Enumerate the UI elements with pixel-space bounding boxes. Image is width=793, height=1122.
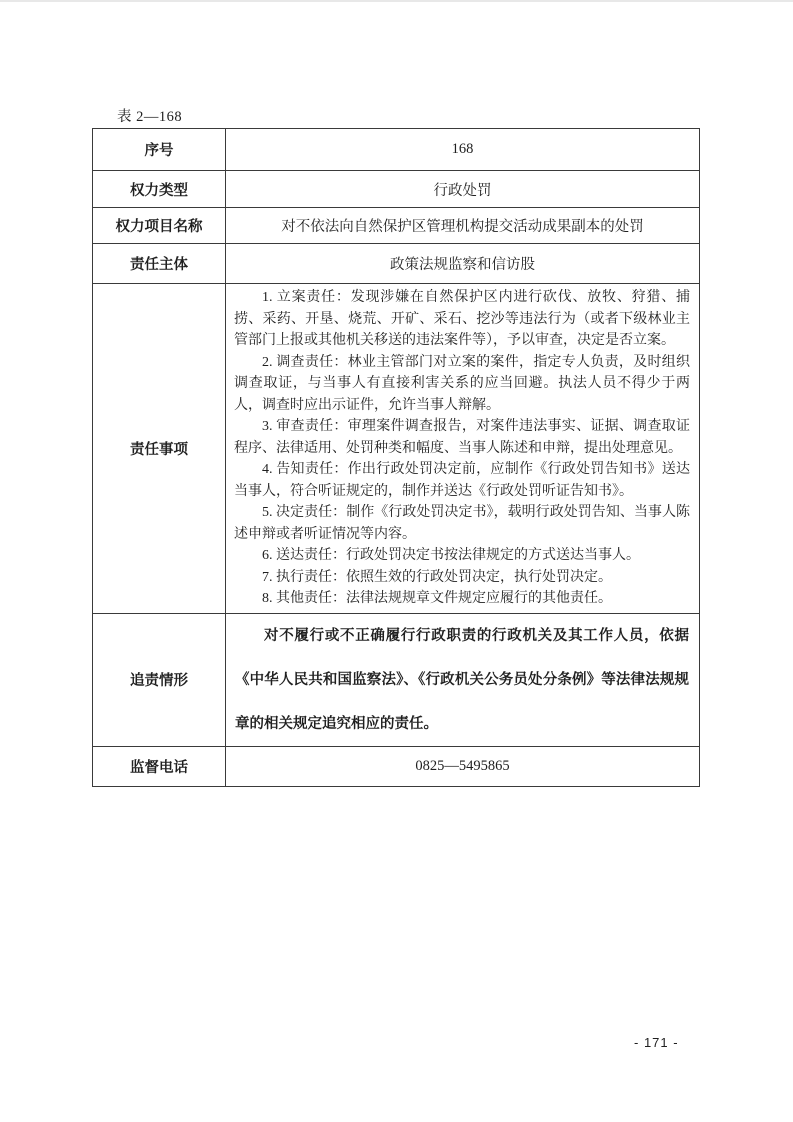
responsibility-item-1: 1. 立案责任：发现涉嫌在自然保护区内进行砍伐、放牧、狩猎、捕捞、采药、开垦、烧荒、开矿、采石、挖沙等违法行为（或者下级林业主管部门上报或其他机关移送的违法案件等），予以审查，决定是否立案。: [234, 290, 690, 348]
row-label-responsibility-items: 责任事项: [93, 284, 226, 614]
responsibility-item-2: 2. 调查责任：林业主管部门对立案的案件，指定专人负责，及时组织调查取证，与当事人有直接利害关系的应当回避。执法人员不得少于两人，调查时应出示证件，允许当事人辩解。: [234, 354, 690, 413]
responsibility-table: [92, 128, 700, 787]
accountability-paragraph: 对不履行或不正确履行行政职责的行政机关及其工作人员，依据《中华人民共和国监察法》、《行政机关公务员处分条例》等法律法规规章的相关规定追究相应的责任。: [235, 627, 689, 732]
row-label-power-item-name: 权力项目名称: [93, 208, 226, 244]
table-row: [93, 208, 700, 244]
row-label-serial-number: 序号: [93, 129, 226, 171]
responsibility-item-4: 4. 告知责任：作出行政处罚决定前，应制作《行政处罚告知书》送达当事人，符合听证规定的，制作并送达《行政处罚听证告知书》。: [234, 462, 690, 499]
row-value-accountability: [226, 613, 700, 746]
responsibility-item-8: 8. 其他责任：法律法规规章文件规定应履行的其他责任。: [262, 591, 612, 606]
table-row: [93, 613, 700, 746]
responsibility-item-3: 3. 审查责任：审理案件调查报告，对案件违法事实、证据、调查取证程序、法律适用、处罚种类和幅度、当事人陈述和申辩，提出处理意见。: [234, 419, 690, 456]
row-value-supervision-phone: 0825—5495865: [226, 746, 700, 786]
page-top-edge: [0, 0, 793, 2]
row-value-power-item-name: 对不依法向自然保护区管理机构提交活动成果副本的处罚: [226, 208, 700, 244]
row-label-responsible-body: 责任主体: [93, 244, 226, 284]
row-label-accountability: 追责情形: [93, 613, 226, 746]
table-row: [93, 244, 700, 284]
table-row: [93, 129, 700, 171]
table-row: [93, 171, 700, 208]
row-value-responsible-body: 政策法规监察和信访股: [226, 244, 700, 284]
page-number: - 171 -: [634, 1035, 679, 1050]
row-value-power-type: 行政处罚: [226, 171, 700, 208]
row-value-responsibility-items: [226, 284, 700, 614]
responsibility-item-7: 7. 执行责任：依照生效的行政处罚决定，执行处罚决定。: [262, 569, 612, 585]
table-row: [93, 746, 700, 786]
responsibility-item-6: 6. 送达责任：行政处罚决定书按法律规定的方式送达当事人。: [262, 548, 640, 563]
row-label-power-type: 权力类型: [93, 171, 226, 208]
row-value-serial-number: 168: [226, 129, 700, 171]
responsibility-item-5: 5. 决定责任：制作《行政处罚决定书》，载明行政处罚告知、当事人陈述申辩或者听证情况等内容。: [234, 505, 690, 542]
table-row: [93, 284, 700, 614]
row-label-supervision-phone: 监督电话: [93, 746, 226, 786]
table-caption: 表 2—168: [117, 109, 183, 125]
